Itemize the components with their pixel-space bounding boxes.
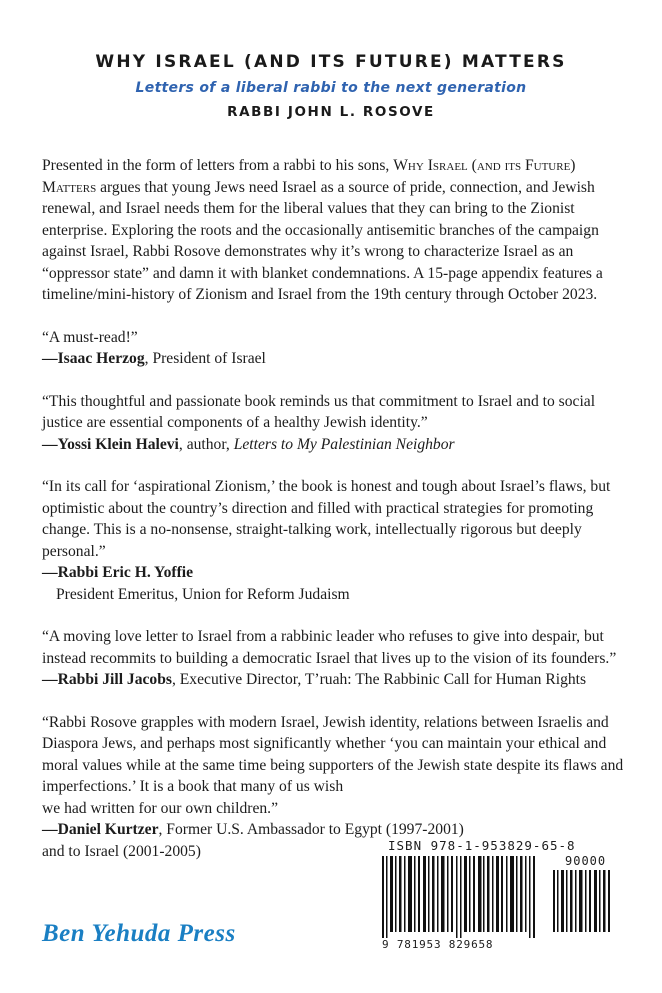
description-intro: Presented in the form of letters from a rabbi to his sons,: [42, 157, 394, 174]
blurb-attribution: [42, 562, 632, 605]
blurb-author-role: , Executive Director, T’ruah: The Rabbinic Call for Human Rights: [171, 671, 587, 688]
blurb-quote: “In its call for ‘aspirational Zionism,’ the book is honest and tough about Israel’s flaws, but optimistic about the country’s direction and filled with practical strategies for promoting change. This is a no-nonsense, straight-talking work, intellectually rigorous but deeply personal.”: [42, 478, 611, 560]
isbn-barcode: [382, 856, 544, 938]
description-body: argues that young Jews need Israel as a source of pride, connection, and Jewish renewal, and Israel needs them for the liberal values that they can bring to the Zionist enterprise. Exploring the roots and the occasionally antisemitic branches of the campaign against Israel, Rabbi Rosove demonstrates why it’s wrong to characterize Israel as an “oppressor state” and damn it with blanket condemnations. A 15-page appendix features a timeline/mini-history of Zionism and Israel from the 19th century through October 2023.: [42, 178, 603, 303]
book-author: RABBI JOHN L. ROSOVE: [227, 104, 435, 120]
back-cover-text: [42, 155, 632, 862]
blurb-author-name: —Daniel Kurtzer: [42, 821, 159, 838]
publisher-logo: Ben Yehuda Press: [42, 920, 236, 947]
blurb-attribution: [42, 348, 632, 370]
blurb-author-role: , President of Israel: [144, 350, 266, 367]
blurb-author-name: —Rabbi Eric H. Yoffie: [42, 564, 194, 581]
blurb-quote: “Rabbi Rosove grapples with modern Israel, Jewish identity, relations between Israelis and Diaspora Jews, and perhaps most significantly whether ‘you can maintain your ethical and moral values while at the same time being supporters of the Jewish state despite its flaws and imperfections.’ It is a book that many of us wish: [42, 713, 624, 795]
blurb-quote: “A must-read!”: [42, 328, 138, 346]
cover-header: [0, 52, 662, 120]
blurb-yoffie: [42, 476, 632, 605]
blurb-author-role: President Emeritus, Union for Reform Judaism: [56, 585, 350, 603]
blurb-quote: “A moving love letter to Israel from a rabbinic leader who refuses to give into despair, but instead recommits to building a democratic Israel that lives up to the vision of its founders.”: [42, 628, 617, 667]
price-code: 90000: [565, 854, 607, 868]
blurb-jacobs: [42, 626, 632, 691]
price-barcode: [551, 870, 613, 932]
book-description: [42, 155, 632, 306]
blurb-author-name: —Isaac Herzog: [42, 350, 145, 367]
blurb-attribution: [42, 434, 632, 456]
blurb-author-role: , author,: [178, 435, 234, 453]
blurb-author-role: , Former U.S. Ambassador to Egypt (1997-2001) and to Israel (2001-2005): [42, 821, 464, 860]
blurb-author-work: Letters to My Palestinian Neighbor: [233, 435, 455, 453]
blurb-quote: “This thoughtful and passionate book reminds us that commitment to Israel and to social justice are essential components of a healthy Jewish identity.”: [42, 392, 596, 431]
barcode-number: 9 781953 829658: [382, 938, 494, 951]
blurb-author-name: —Rabbi Jill Jacobs: [42, 671, 172, 688]
description-book-title: Why Israel (and its Future) Matters: [42, 157, 576, 196]
isbn-label: ISBN 978-1-953829-65-8: [388, 838, 576, 853]
blurb-halevi: [42, 391, 632, 456]
book-title: WHY ISRAEL (AND ITS FUTURE) MATTERS: [95, 52, 567, 72]
blurb-quote-end: we had written for our own children.”: [42, 799, 278, 817]
blurb-attribution: [42, 669, 632, 691]
book-subtitle: Letters of a liberal rabbi to the next generation: [135, 80, 527, 96]
blurb-author-name: —Yossi Klein Halevi: [42, 435, 179, 453]
blurb-herzog: [42, 327, 632, 370]
